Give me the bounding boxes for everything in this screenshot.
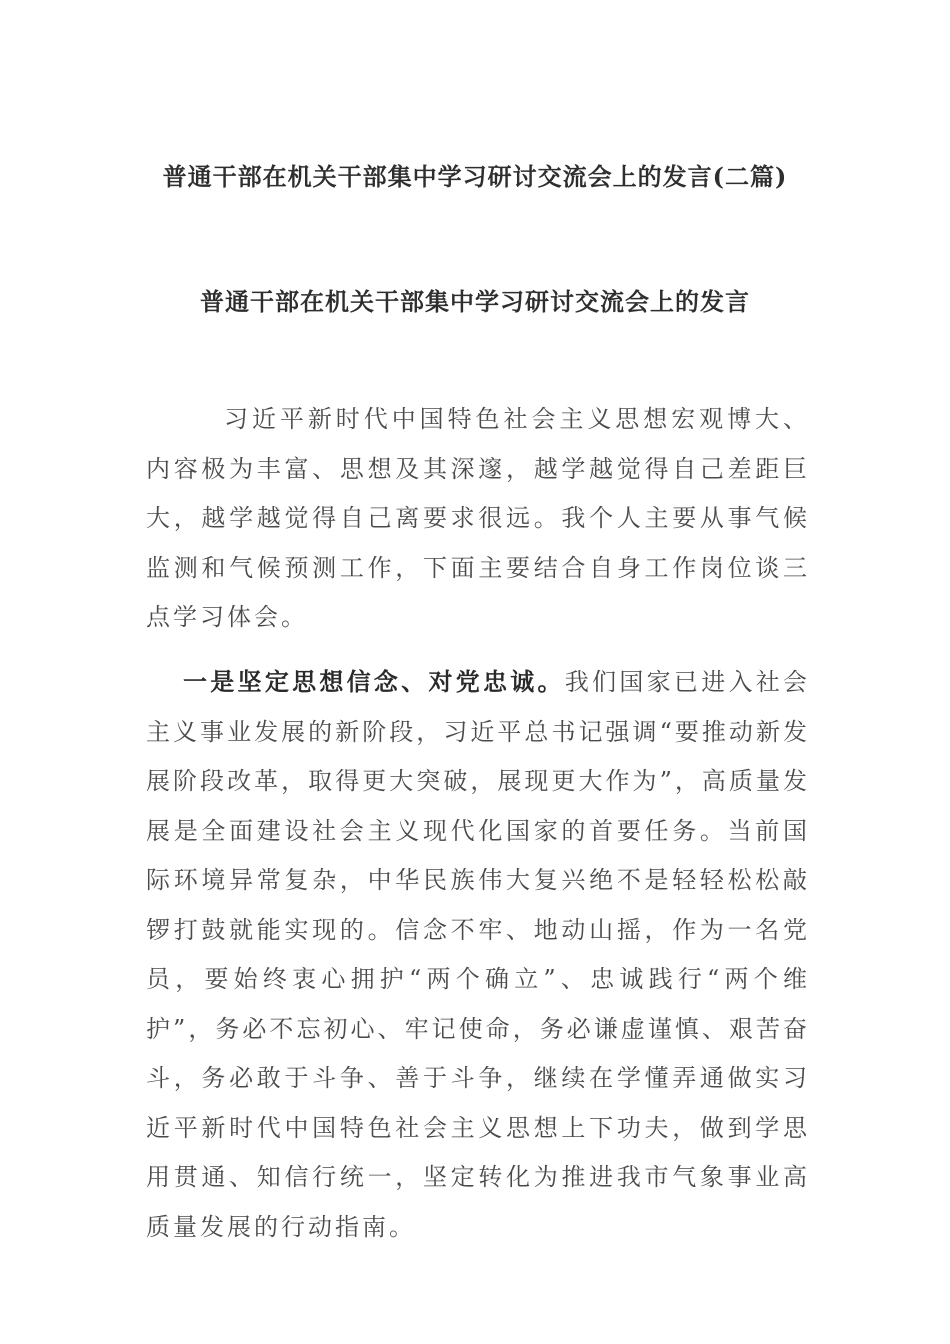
document-title: 普通干部在机关干部集中学习研讨交流会上的发言(二篇) xyxy=(162,162,788,191)
document-subtitle: 普通干部在机关干部集中学习研讨交流会上的发言 xyxy=(200,287,750,316)
paragraph-intro xyxy=(146,395,810,643)
paragraph-text: 我们国家已进入社会主义事业发展的新阶段，习近平总书记强调“要推动新发展阶段改革，取得更大突破，展现更大作为”，高质量发展是全面建设社会主义现代化国家的首要任务。当前国际环境异常复杂，中华民族伟大复兴绝不是轻轻松松敲锣打鼓就能实现的。信念不牢、地动山摇，作为一名党员，要始终衷心拥护“两个确立”、忠诚践行“两个维护”，务必不忘初心、牢记使命，务必谦虚谨慎、艰苦奋斗，务必敢于斗争、善于斗争，继续在学懂弄通做实习近平新时代中国特色社会主义思想上下功夫，做到学思用贯通、知信行统一，坚定转化为推进我市气象事业高质量发展的行动指南。 xyxy=(146,668,811,1241)
paragraph-point-one xyxy=(146,657,810,1252)
paragraph-lead: 一是坚定思想信念、对党忠诚。 xyxy=(183,667,565,696)
paragraph-text: 习近平新时代中国特色社会主义思想宏观博大、内容极为丰富、思想及其深邃，越学越觉得自己差距巨大，越学越觉得自己离要求很远。我个人主要从事气候监测和气候预测工作，下面主要结合自身工作岗位谈三点学习体会。 xyxy=(146,405,810,631)
